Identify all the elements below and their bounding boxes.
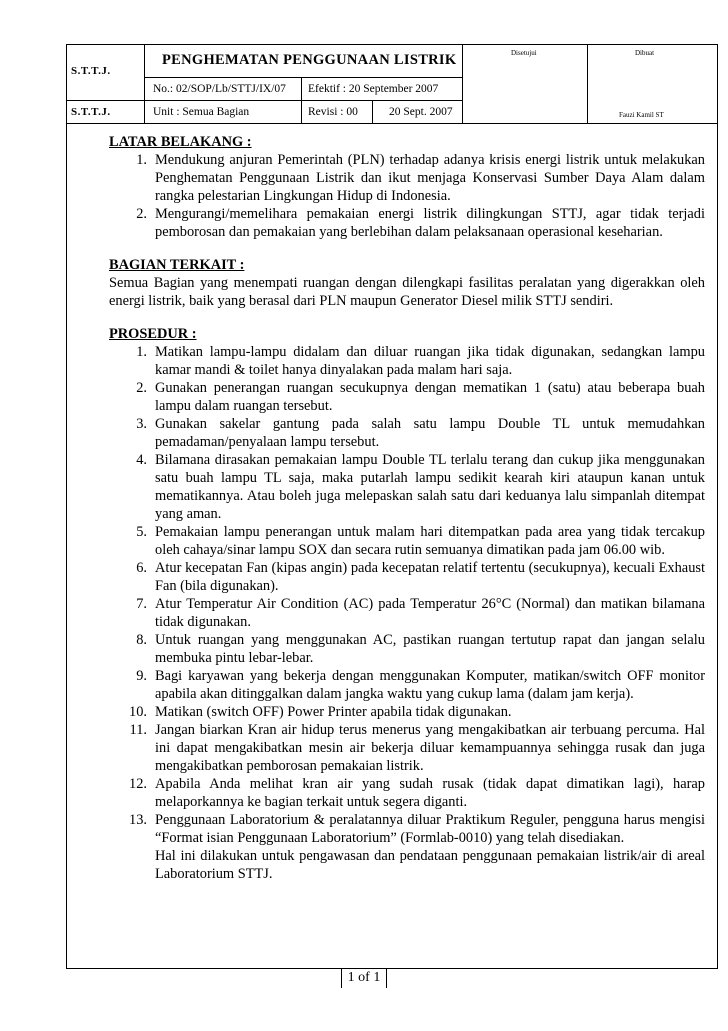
item-text: Pemakaian lampu penerangan untuk malam hari ditempatkan pada area yang tidak tercakup oleh cahaya/sinar lampu SOX dan secara rutin semuanya dimatikan pada jam 06.00 wib. [155, 524, 705, 558]
document-body [109, 133, 705, 883]
item-number: 8. [136, 632, 147, 648]
item-text: Gunakan penerangan ruangan secukupnya dengan mematikan 1 (satu) atau beberapa buah lampu dalam ruangan tersebut. [155, 380, 705, 414]
item-number: 7. [136, 596, 147, 612]
item-text: Atur Temperatur Air Condition (AC) pada Temperatur 26°C (Normal) dan matikan bilamana tidak digunakan. [155, 596, 705, 630]
list-item [109, 559, 705, 595]
page-number: 1 of 1 [341, 968, 388, 988]
item-text: Mengurangi/memelihara pemakaian energi listrik dilingkungan STTJ, agar tidak terjadi pemborosan dan pemakaian yang berlebihan dalam pelaksanaan operasional keseharian. [155, 206, 705, 240]
item-number: 6. [136, 560, 147, 576]
item-text: Untuk ruangan yang menggunakan AC, pastikan ruangan tertutup rapat dan jangan selalu membuka pintu lebar-lebar. [155, 632, 705, 666]
item-number: 5. [136, 524, 147, 540]
header-divider [587, 45, 588, 123]
header-divider [372, 100, 373, 123]
item-text: Mendukung anjuran Pemerintah (PLN) terhadap adanya krisis energi listrik untuk melakukan Penghematan Penggunaan Listrik dan ikut menjaga Konservasi Sumber Daya Alam dalam rangka pelestarian Lingkungan Hidup di Indonesia. [155, 152, 705, 204]
header-divider [67, 100, 462, 101]
item-number: 4. [136, 452, 147, 468]
revision-field: Revisi : 00 [308, 106, 358, 118]
item-number: 13. [129, 812, 147, 828]
item-text: Bilamana dirasakan pemakaian lampu Double TL terlalu terang dan cukup jika menggunakan satu buah lampu TL saja, maka putarlah lampu sedikit kearah kiri ataupun kanan untuk mematikannya. Atau boleh juga melepaskan salah satu dari keduanya lalu simpanlah ditempat yang aman. [155, 452, 705, 522]
org-code: S.T.T.J. [71, 65, 111, 77]
item-number: 9. [136, 668, 147, 684]
item-number: 12. [129, 776, 147, 792]
item-text: Apabila Anda melihat kran air yang sudah rusak (tidak dapat dimatikan lagi), harap melaporkannya ke bagian terkait untuk segera diganti. [155, 776, 705, 810]
bagian-text: Semua Bagian yang menempati ruangan dengan dilengkapi fasilitas peralatan yang digerakkan oleh energi listrik, baik yang berasal dari PLN maupun Generator Diesel milik STTJ sendiri. [109, 275, 705, 309]
list-item [109, 811, 705, 847]
item-text: Matikan (switch OFF) Power Printer apabila tidak digunakan. [155, 704, 512, 720]
list-item [109, 205, 705, 241]
document-number: No.: 02/SOP/Lb/STTJ/IX/07 [153, 83, 286, 95]
header-divider [462, 45, 463, 123]
header-divider [144, 77, 462, 78]
item-text: Matikan lampu-lampu didalam dan diluar ruangan jika tidak digunakan, sedangkan lampu kamar mandi & toilet hanya dinyalakan pada malam hari saja. [155, 344, 705, 378]
list-item [109, 451, 705, 523]
prosedur-title: PROSEDUR : [109, 326, 197, 342]
made-by-name: Fauzi Kamil ST [619, 111, 664, 119]
prosedur-list [109, 343, 705, 883]
list-item [109, 721, 705, 775]
list-item [109, 415, 705, 451]
item-number: 10. [129, 704, 147, 720]
latar-list [109, 151, 705, 241]
item-text: Atur kecepatan Fan (kipas angin) pada kecepatan relatif tertentu (secukupnya), kecuali Exhaust Fan (bila digunakan). [155, 560, 705, 594]
item-number: 1. [136, 152, 147, 168]
item-text: Penggunaan Laboratorium & peralatannya diluar Praktikum Reguler, pengguna harus mengisi “Format isian Penggunaan Laboratorium” (Formlab-0010) yang telah disediakan. [155, 812, 705, 846]
list-item [109, 379, 705, 415]
made-label: Dibuat [635, 49, 655, 57]
item-number: 3. [136, 416, 147, 432]
item-text: Gunakan sakelar gantung pada salah satu lampu Double TL untuk memudahkan pemadaman/penyalaan lampu tersebut. [155, 416, 705, 450]
list-item-note [109, 847, 705, 883]
document-header [67, 45, 717, 124]
list-item [109, 631, 705, 667]
note-text: Hal ini dilakukan untuk pengawasan dan pendataan penggunaan pemakaian listrik/air di areal Laboratorium STTJ. [155, 848, 705, 882]
list-item [109, 703, 705, 721]
item-text: Jangan biarkan Kran air hidup terus menerus yang mengakibatkan air terbuang percuma. Hal ini dapat mengakibatkan mesin air bekerja diluar kemampuannya sehingga rusak dan juga mengakibatkan pemborosan pemakaian listrik. [155, 722, 705, 774]
list-item [109, 523, 705, 559]
item-number: 2. [136, 206, 147, 222]
document-frame [66, 44, 718, 969]
revision-date: 20 Sept. 2007 [389, 106, 453, 118]
document-title: PENGHEMATAN PENGGUNAAN LISTRIK [162, 52, 457, 68]
item-number: 1. [136, 344, 147, 360]
unit-field: Unit : Semua Bagian [153, 106, 250, 118]
list-item [109, 667, 705, 703]
approved-label: Disetujui [511, 49, 537, 57]
header-divider [144, 45, 145, 123]
list-item [109, 343, 705, 379]
bagian-title: BAGIAN TERKAIT : [109, 257, 245, 273]
item-text: Bagi karyawan yang bekerja dengan menggunakan Komputer, matikan/switch OFF monitor apabila akan ditinggalkan dalam jangka waktu yang cukup lama (dalam jam kerja). [155, 668, 705, 702]
latar-title: LATAR BELAKANG : [109, 134, 252, 150]
list-item [109, 775, 705, 811]
page-footer [0, 968, 728, 988]
item-number: 2. [136, 380, 147, 396]
effective-date: Efektif : 20 September 2007 [308, 83, 439, 95]
org-code: S.T.T.J. [71, 106, 111, 118]
item-number: 11. [129, 722, 147, 738]
list-item [109, 595, 705, 631]
list-item [109, 151, 705, 205]
